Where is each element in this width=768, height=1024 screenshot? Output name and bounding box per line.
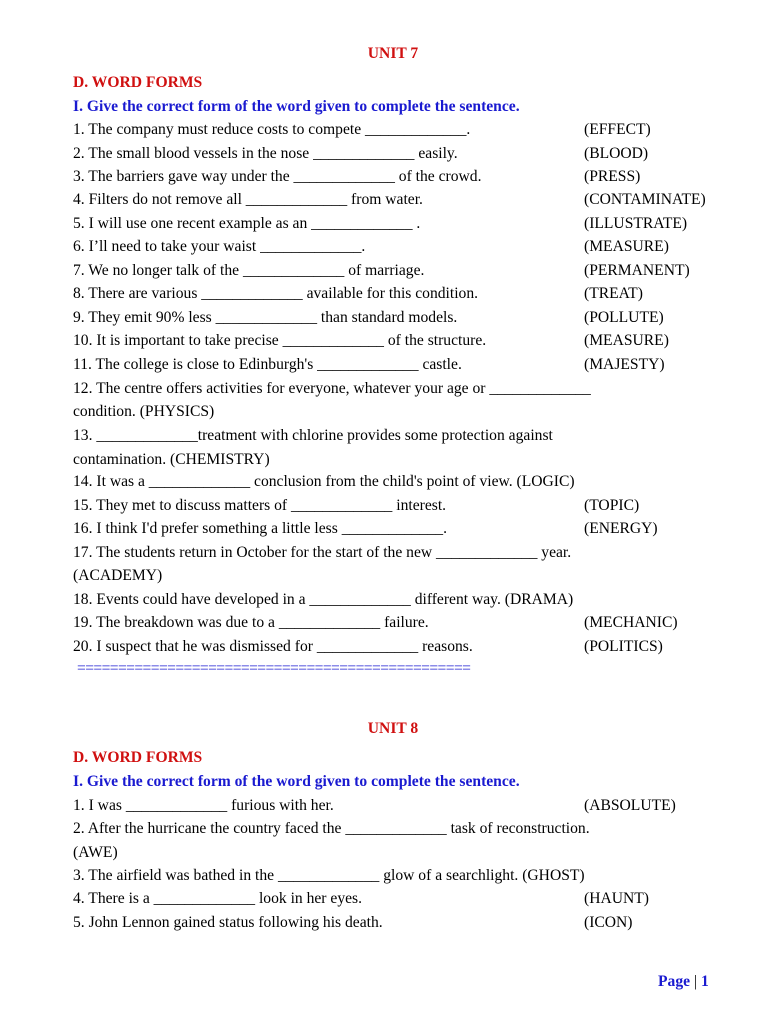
exercise-item: 12. The centre offers activities for everyone, whatever your age or _____________ [73,380,591,397]
word-hint: (TREAT) [584,285,643,302]
exercise-item: 4. There is a _____________ look in her eyes. [73,890,363,907]
page-separator: | [693,973,698,990]
page-footer [658,972,709,992]
word-hint: (POLLUTE) [584,309,664,326]
section-heading: D. WORD FORMS [73,749,203,766]
exercise-item-continued: contamination. (CHEMISTRY) [73,451,270,468]
exercise-item: 19. The breakdown was due to a _____________ failure. [73,614,429,631]
exercise-item: 5. John Lennon gained status following his death. [73,914,383,931]
exercise-item: 2. After the hurricane the country faced the _____________ task of reconstruction. [73,820,590,837]
exercise-item: 9. They emit 90% less _____________ than standard models. [73,309,458,326]
exercise-item: 16. I think I'd prefer something a little less _____________. [73,520,447,537]
word-hint: (CONTAMINATE) [584,191,706,208]
word-hint: (POLITICS) [584,638,663,655]
page-number: 1 [700,973,709,990]
exercise-item: 5. I will use one recent example as an _____________ . [73,215,421,232]
word-hint: (MAJESTY) [584,356,665,373]
exercise-item: 11. The college is close to Edinburgh's _____________ castle. [73,356,462,373]
exercise-item: 18. Events could have developed in a _____________ different way. (DRAMA) [73,591,574,608]
instruction: I. Give the correct form of the word given to complete the sentence. [73,773,520,790]
word-hint: (TOPIC) [584,497,640,514]
word-hint: (ENERGY) [584,520,658,537]
word-hint: (ILLUSTRATE) [584,215,688,232]
exercise-item: 15. They met to discuss matters of _____________ interest. [73,497,447,514]
word-hint: (PRESS) [584,168,641,185]
exercise-item: 3. The airfield was bathed in the _____________ glow of a searchlight. (GHOST) [73,867,585,884]
exercise-item: 2. The small blood vessels in the nose _____________ easily. [73,145,458,162]
word-hint: (ICON) [584,914,633,931]
exercise-item: 13. _____________treatment with chlorine provides some protection against [73,427,553,444]
word-hint: (EFFECT) [584,121,651,138]
section-heading: D. WORD FORMS [73,74,203,91]
exercise-item: 8. There are various _____________ available for this condition. [73,285,479,302]
exercise-item: 6. I’ll need to take your waist _____________. [73,238,366,255]
exercise-item: 10. It is important to take precise _____________ of the structure. [73,332,487,349]
word-hint: (ABSOLUTE) [584,797,676,814]
exercise-item: 4. Filters do not remove all _____________ from water. [73,191,423,208]
exercise-item: 3. The barriers gave way under the _____________ of the crowd. [73,168,482,185]
exercise-item: 7. We no longer talk of the _____________ of marriage. [73,262,425,279]
exercise-item: 20. I suspect that he was dismissed for _____________ reasons. [73,638,473,655]
page-label: Page [658,973,691,990]
unit-7-title: UNIT 7 [367,45,419,62]
exercise-item-continued: (AWE) [73,844,118,861]
exercise-item-continued: condition. (PHYSICS) [73,403,215,420]
word-hint: (HAUNT) [584,890,649,907]
word-hint: (MEASURE) [584,332,669,349]
exercise-item-continued: (ACADEMY) [73,567,163,584]
word-hint: (PERMANENT) [584,262,690,279]
exercise-item: 1. I was _____________ furious with her. [73,797,334,814]
instruction: I. Give the correct form of the word given to complete the sentence. [73,98,520,115]
word-hint: (MECHANIC) [584,614,678,631]
word-hint: (BLOOD) [584,145,649,162]
exercise-item: 1. The company must reduce costs to compete _____________. [73,121,471,138]
unit-8-title: UNIT 8 [367,720,419,737]
exercise-item: 17. The students return in October for the start of the new _____________ year. [73,544,572,561]
word-hint: (MEASURE) [584,238,669,255]
separator-line: ================================================ [77,660,471,677]
exercise-item: 14. It was a _____________ conclusion from the child's point of view. (LOGIC) [73,473,575,490]
